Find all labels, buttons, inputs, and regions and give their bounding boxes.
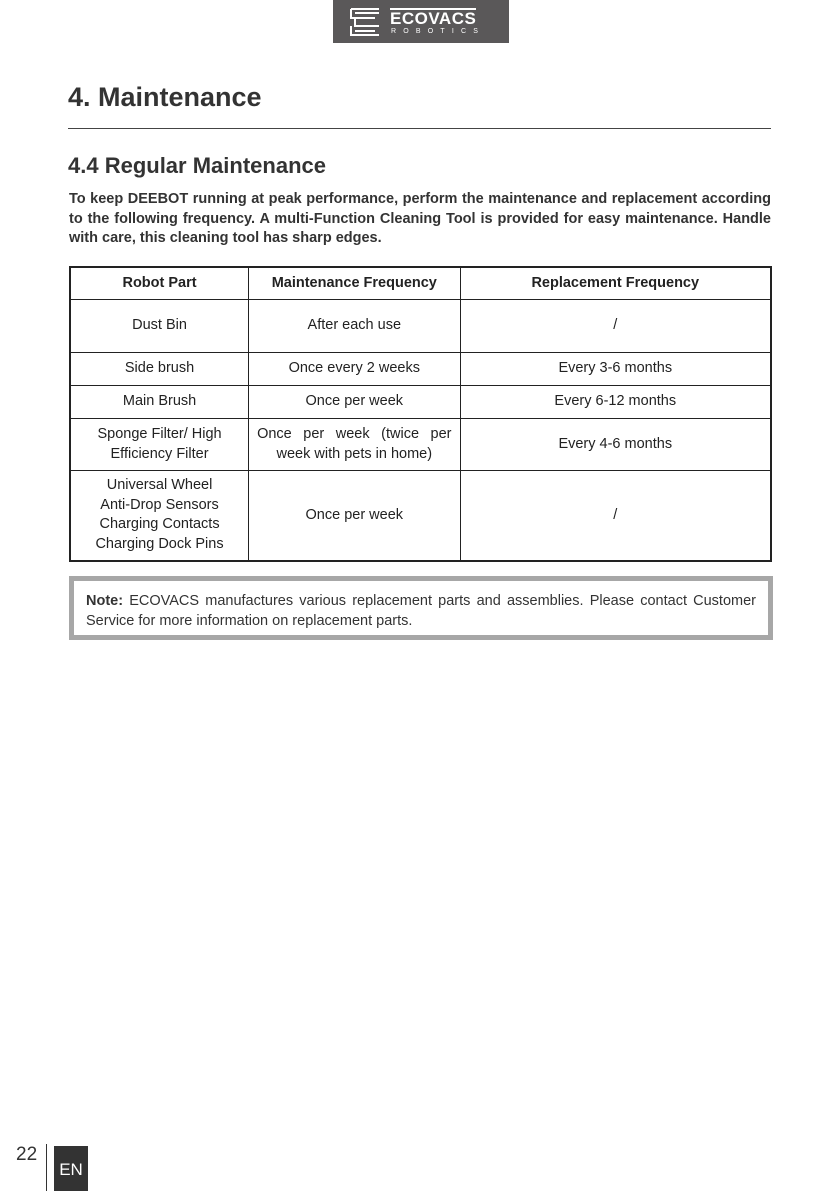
cell-replacement: Every 6-12 months [460, 386, 771, 419]
cell-replacement: / [460, 300, 771, 353]
cell-part: Side brush [70, 353, 249, 386]
cell-part: Sponge Filter/ High Efficiency Filter [70, 419, 249, 471]
part-line: Charging Contacts [99, 516, 220, 533]
language-tab: EN [54, 1146, 88, 1191]
header-maintenance-frequency: Maintenance Frequency [249, 267, 460, 300]
cell-maintenance: Once per week [249, 471, 460, 561]
brand-subtitle: ROBOTICS [391, 28, 486, 35]
cell-part: Main Brush [70, 386, 249, 419]
ecovacs-e-icon [349, 8, 381, 36]
header-robot-part: Robot Part [70, 267, 249, 300]
note-label: Note: [86, 593, 124, 609]
table-row [70, 386, 771, 419]
cell-replacement: Every 4-6 months [460, 419, 771, 471]
brand-name: ECOVACS [390, 9, 477, 28]
cell-maintenance: Once per week [249, 386, 460, 419]
cell-replacement: / [460, 471, 771, 561]
footer-divider [46, 1144, 47, 1191]
title-divider [68, 128, 771, 129]
table-row [70, 471, 771, 561]
page-number: 22 [16, 1144, 38, 1165]
table-header-row [70, 267, 771, 300]
cell-replacement: Every 3-6 months [460, 353, 771, 386]
header-replacement-frequency: Replacement Frequency [460, 267, 771, 300]
table-row [70, 300, 771, 353]
part-line: Anti-Drop Sensors [100, 496, 219, 513]
table-row [70, 419, 771, 471]
part-line: Charging Dock Pins [95, 535, 224, 552]
cell-part [70, 471, 249, 561]
cell-maintenance: After each use [249, 300, 460, 353]
note-box [69, 576, 773, 640]
table-row [70, 353, 771, 386]
cell-maintenance: Once per week (twice per week with pets in home) [249, 419, 460, 471]
note-text: ECOVACS manufactures various replacement parts and assemblies. Please contact Customer Service for more information on replacement parts. [86, 593, 756, 629]
section-title: 4.4 Regular Maintenance [68, 153, 326, 178]
cell-maintenance: Once every 2 weeks [249, 353, 460, 386]
ecovacs-logo [333, 0, 509, 43]
cell-part: Dust Bin [70, 300, 249, 353]
chapter-title: 4. Maintenance [68, 82, 262, 112]
maintenance-table [69, 266, 772, 562]
part-line: Universal Wheel [106, 477, 213, 494]
intro-paragraph: To keep DEEBOT running at peak performance, perform the maintenance and replacement according to the following frequency. A multi-Function Cleaning Tool is provided for easy maintenance. Handle with care, this cleaning tool has sharp edges. [69, 191, 771, 246]
